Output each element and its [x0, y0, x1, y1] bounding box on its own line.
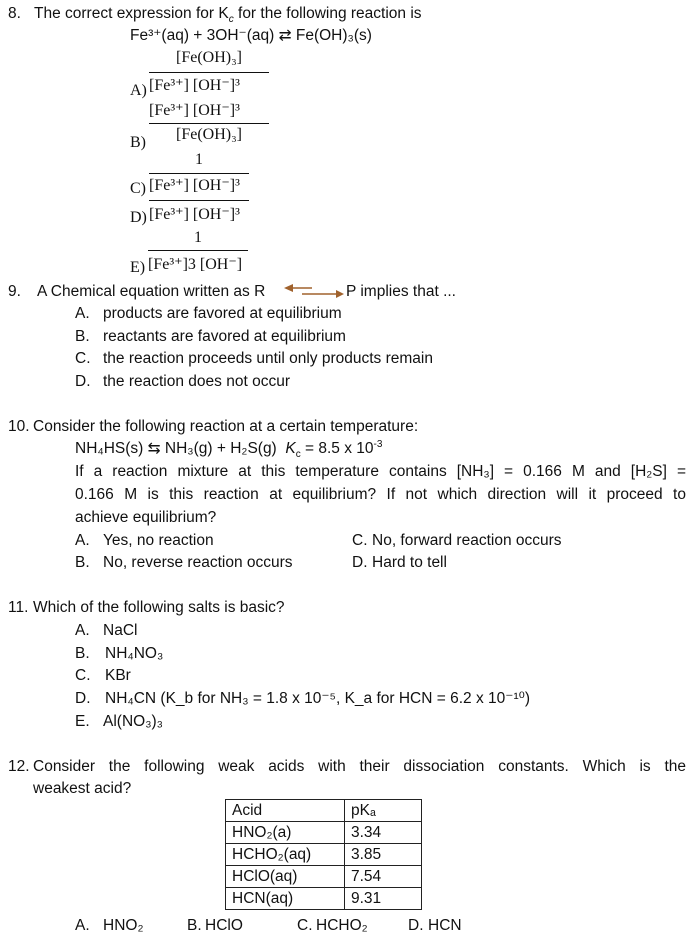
q10-option-d-letter: D. — [352, 554, 368, 571]
q12-option-a-text: HNO₂ — [103, 917, 144, 934]
q9-option-d-text: the reaction does not occur — [103, 373, 290, 390]
q8-option-c-letter: C) — [130, 180, 146, 197]
q12-option-a-letter: A. — [75, 917, 90, 934]
q9-option-a-text: products are favored at equilibrium — [103, 305, 342, 322]
q11-option-d-letter: D. — [75, 690, 91, 707]
q8-option-b-letter: B) — [130, 134, 146, 151]
q8-option-c-fraction — [149, 151, 269, 201]
q8-option-a-denominator: [Fe³⁺] [OH⁻]³ — [149, 77, 240, 94]
q9-stem-start: A Chemical equation written as R — [37, 283, 266, 300]
q11-option-c-text: KBr — [105, 667, 131, 684]
q8-option-a-letter: A) — [130, 82, 147, 99]
q10-option-c-text: No, forward reaction occurs — [372, 532, 562, 549]
q10-option-b-letter: B. — [75, 554, 90, 571]
q8-reaction: Fe³⁺(aq) + 3OH⁻(aq) ⇄ Fe(OH)₃(s) — [130, 27, 372, 44]
q11-stem: Which of the following salts is basic? — [33, 599, 285, 616]
table-header-row — [226, 800, 422, 822]
q8-number: 8. — [8, 5, 21, 22]
q11-number: 11. — [8, 599, 29, 616]
acid-table — [225, 799, 422, 910]
table-row — [226, 866, 422, 888]
q10-option-a-letter: A. — [75, 532, 90, 549]
fraction-bar — [149, 72, 269, 73]
fraction-bar — [149, 123, 269, 124]
q10-body-line-2: 0.166 M is this reaction at equilibrium? If not which direction will it proceed to — [75, 486, 686, 503]
q8-option-e-numerator: 1 — [194, 229, 202, 246]
table-row — [226, 822, 422, 844]
q12-option-c-text: HCHO₂ — [316, 917, 368, 934]
fraction-bar — [149, 173, 249, 174]
q10-option-c-letter: C. — [352, 532, 368, 549]
q8-option-a-numerator: [Fe(OH)₃] — [176, 49, 242, 66]
acid-cell: HNO₂(a) — [226, 822, 345, 844]
q8-option-b-numerator: [Fe³⁺] [OH⁻]³ — [149, 102, 240, 119]
q8-option-d-letter: D) — [130, 209, 147, 226]
q8-option-b-denominator: [Fe(OH)₃] — [176, 126, 242, 143]
q11-option-a-text: NaCl — [103, 622, 138, 639]
q9-number: 9. — [8, 283, 21, 300]
q10-option-b-text: No, reverse reaction occurs — [103, 554, 293, 571]
fraction-bar — [149, 200, 249, 201]
arrow-head-left — [284, 284, 293, 292]
q12-option-b-text: HClO — [205, 917, 243, 934]
q12-option-d-letter: D. — [408, 917, 424, 934]
q11-option-b-text: NH₄NO₃ — [105, 645, 164, 662]
q9-option-a-letter: A. — [75, 305, 90, 322]
q8-option-e-fraction — [148, 229, 258, 279]
q8-option-c-numerator: 1 — [195, 151, 203, 168]
acid-cell: HCN(aq) — [226, 888, 345, 910]
pka-cell: 3.85 — [345, 844, 422, 866]
q10-body-line-1: If a reaction mixture at this temperature contains [NH₃] = 0.166 M and [H₂S] = — [75, 463, 686, 480]
q11-option-b-letter: B. — [75, 645, 90, 662]
q8-option-b-fraction — [149, 100, 269, 150]
table-row — [226, 844, 422, 866]
pka-cell: 9.31 — [345, 888, 422, 910]
q9-option-b-text: reactants are favored at equilibrium — [103, 328, 346, 345]
q12-option-c-letter: C. — [297, 917, 313, 934]
q11-option-e-text: Al(NO₃)₃ — [103, 713, 163, 730]
q8-option-e-letter: E) — [130, 259, 146, 276]
acid-column-header: Acid — [226, 800, 345, 822]
q8-option-d-denominator: [Fe³⁺] [OH⁻]³ — [149, 206, 240, 223]
pka-column-header: pKₐ — [345, 800, 422, 822]
arrow-head-right — [336, 290, 344, 298]
q8-stem: The correct expression for $K_c$ for the following reaction is — [34, 5, 422, 26]
acid-cell: HClO(aq) — [226, 866, 345, 888]
reversible-arrow-icon — [282, 282, 346, 300]
table-row — [226, 888, 422, 910]
q10-body-line-3: achieve equilibrium? — [75, 509, 217, 526]
q12-option-d-text: HCN — [428, 917, 462, 934]
q12-stem-line-1: Consider the following weak acids with their dissociation constants. Which is the — [33, 758, 686, 775]
q12-number: 12. — [8, 758, 30, 775]
q9-option-c-text: the reaction proceeds until only products remain — [103, 350, 433, 367]
q12-option-b-letter: B. — [187, 917, 202, 934]
q12-stem-line-2: weakest acid? — [33, 780, 132, 797]
fraction-bar — [148, 250, 248, 251]
q11-option-a-letter: A. — [75, 622, 90, 639]
q9-option-d-letter: D. — [75, 373, 91, 390]
q8-option-a-fraction — [149, 49, 269, 99]
q11-option-e-letter: E. — [75, 713, 90, 730]
q9-option-b-letter: B. — [75, 328, 90, 345]
q8-option-c-denominator: [Fe³⁺] [OH⁻]³ — [149, 177, 240, 194]
q10-option-a-text: Yes, no reaction — [103, 532, 214, 549]
q9-option-c-letter: C. — [75, 350, 91, 367]
q9-stem-end: P implies that ... — [346, 283, 456, 300]
q11-option-c-letter: C. — [75, 667, 91, 684]
pka-cell: 7.54 — [345, 866, 422, 888]
pka-cell: 3.34 — [345, 822, 422, 844]
q10-number: 10. — [8, 418, 30, 435]
q8-option-e-denominator: [Fe³⁺]3 [OH⁻] — [148, 256, 243, 273]
q10-reaction: NH₄HS(s) ⇆ NH₃(g) + H₂S(g) $K_c = 8.5$ x $10^{-3}$ — [75, 438, 383, 461]
q11-option-d-text: NH₄CN (K_b for NH₃ = 1.8 x 10⁻⁵, K_a for HCN = 6.2 x 10⁻¹⁰) — [105, 690, 530, 707]
acid-cell: HCHO₂(aq) — [226, 844, 345, 866]
q10-option-d-text: Hard to tell — [372, 554, 447, 571]
q8-option-d-fraction — [149, 200, 269, 230]
q10-stem: Consider the following reaction at a certain temperature: — [33, 418, 419, 435]
